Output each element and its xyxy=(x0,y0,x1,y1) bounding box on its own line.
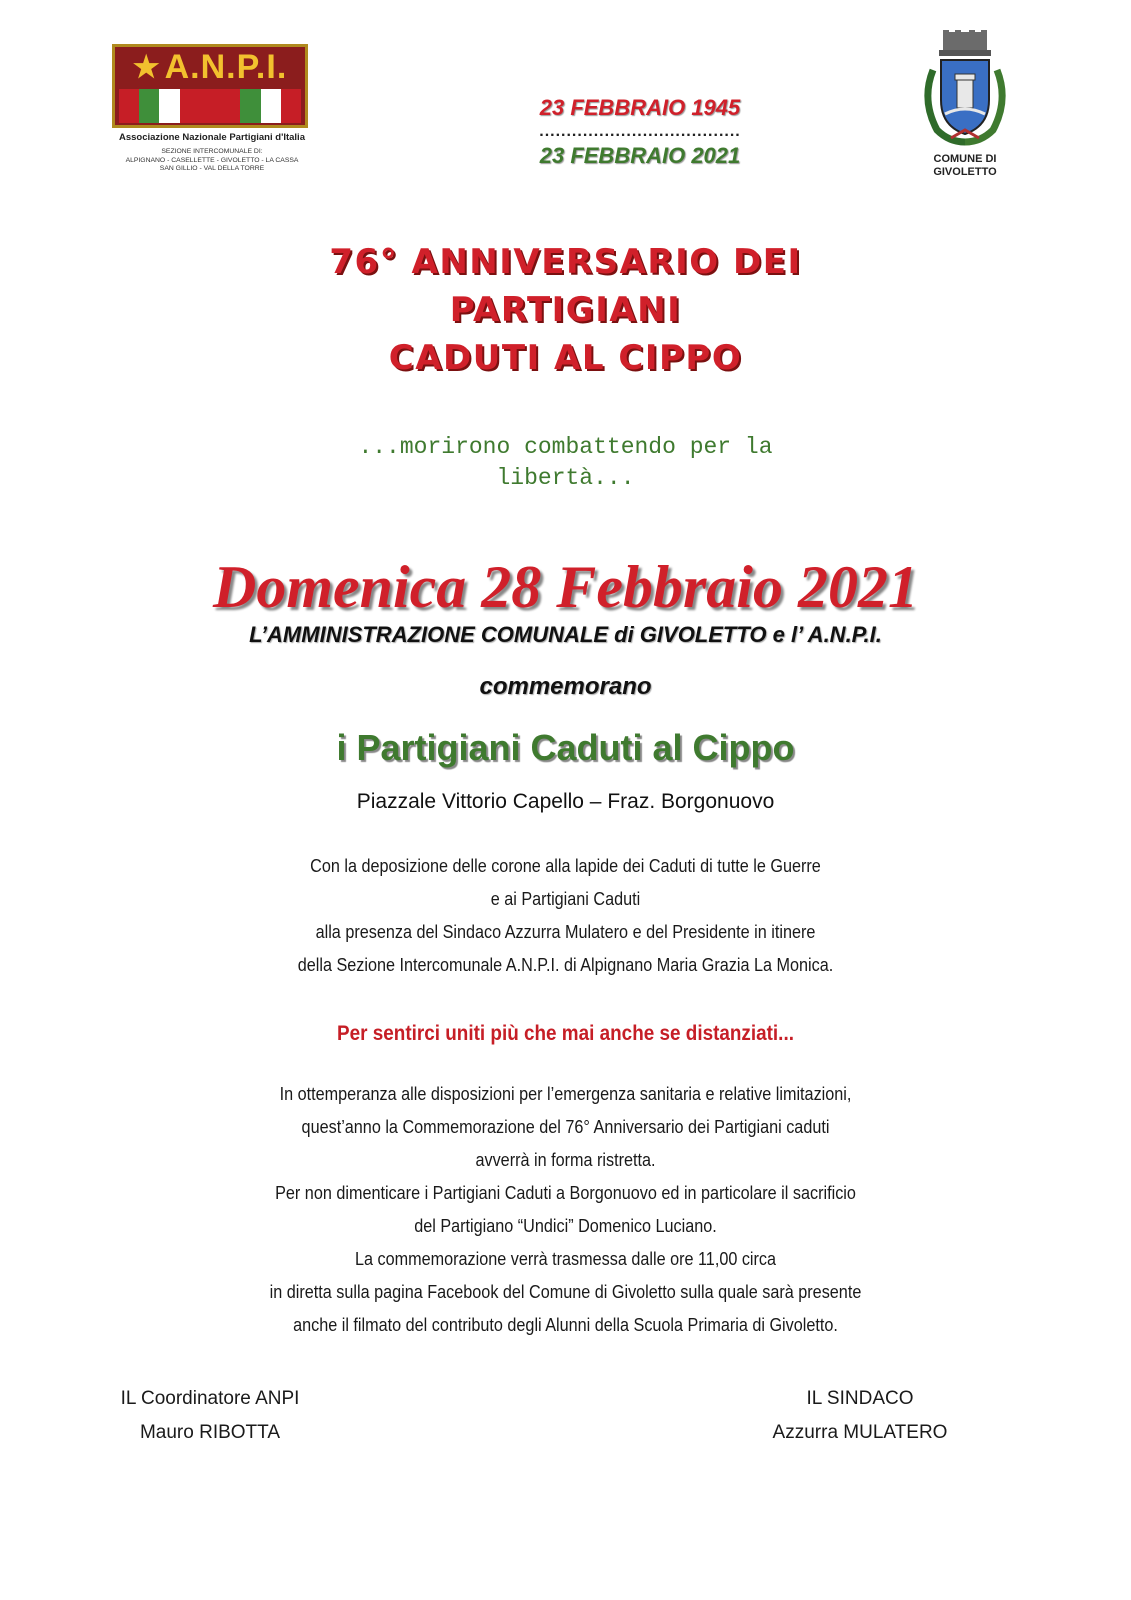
comune-label: COMUNE DI GIVOLETTO xyxy=(933,153,997,178)
event-date: Domenica 28 Febbraio 2021 xyxy=(213,554,918,620)
anpi-emblem-text: A.N.P.I. xyxy=(164,47,288,86)
title-line-1: 76° ANNIVERSARIO DEI xyxy=(329,242,802,282)
anpi-association-name: Associazione Nazionale Partigiani d'Italia xyxy=(119,132,305,143)
signature-role: IL Coordinatore ANPI xyxy=(120,1388,300,1409)
signature-name: Azzurra MULATERO xyxy=(772,1422,948,1443)
body2-line: in diretta sulla pagina Facebook del Comune di Givoletto sulla quale sarà presente xyxy=(269,1282,862,1302)
body1-line: e ai Partigiani Caduti xyxy=(490,889,641,909)
body2-line: In ottemperanza alle disposizioni per l’emergenza sanitaria e relative limitazioni, xyxy=(279,1084,852,1104)
quote xyxy=(0,432,1131,494)
quote-line-2: libertà... xyxy=(496,465,635,491)
body1-line: alla presenza del Sindaco Azzurra Mulatero e del Presidente in itinere xyxy=(315,922,816,942)
body2-line: del Partigiano “Undici” Domenico Luciano. xyxy=(414,1216,717,1236)
body2-line: anche il filmato del contributo degli Alunni della Scuola Primaria di Givoletto. xyxy=(293,1315,838,1335)
date-1945: 23 FEBBRAIO 1945 xyxy=(539,95,741,120)
body2-line: avverrà in forma ristretta. xyxy=(475,1150,656,1170)
event-organizers: L’AMMINISTRAZIONE COMUNALE di GIVOLETTO e l’ A.N.P.I. xyxy=(249,622,882,647)
anpi-emblem xyxy=(112,44,308,128)
anpi-emblem-title xyxy=(115,49,305,85)
body2-line: Per non dimenticare i Partigiani Caduti a Borgonuovo ed in particolare il sacrificio xyxy=(275,1183,856,1203)
body1-line: della Sezione Intercomunale A.N.P.I. di Alpignano Maria Grazia La Monica. xyxy=(297,955,834,975)
dotted-separator: ..................................... xyxy=(539,123,741,140)
signature-sindaco xyxy=(760,1382,960,1450)
comune-crest xyxy=(915,30,1015,179)
slogan: Per sentirci uniti più che mai anche se distanziati... xyxy=(337,1022,794,1045)
title-line-2: PARTIGIANI xyxy=(449,290,682,330)
signature-anpi xyxy=(110,1382,310,1450)
covid-notice xyxy=(57,1078,1075,1342)
quote-line-1: ...morirono combattendo per la xyxy=(358,434,773,460)
ceremony-description xyxy=(57,850,1075,982)
signature-name: Mauro RIBOTTA xyxy=(139,1422,281,1443)
anpi-section-name: SEZIONE INTERCOMUNALE DI: ALPIGNANO - CASELLETTE - GIVOLETTO - LA CASSA SAN GILLIO - VAL DELLA TORRE xyxy=(125,148,299,172)
signature-role: IL SINDACO xyxy=(806,1388,914,1409)
event-subject: i Partigiani Caduti al Cippo xyxy=(336,727,795,768)
body1-line: Con la deposizione delle corone alla lapide dei Caduti di tutte le Guerre xyxy=(310,856,821,876)
header-dates xyxy=(480,95,800,169)
coat-of-arms-icon xyxy=(915,30,1015,148)
title-line-3: CADUTI AL CIPPO xyxy=(388,338,743,378)
star-icon: ★ xyxy=(132,50,161,84)
body2-line: La commemorazione verrà trasmessa dalle ore 11,00 circa xyxy=(354,1249,777,1269)
event-location: Piazzale Vittorio Capello – Fraz. Borgonuovo xyxy=(356,790,775,813)
event-verb: commemorano xyxy=(479,673,652,700)
date-2021: 23 FEBBRAIO 2021 xyxy=(539,143,741,168)
flag-strip xyxy=(119,89,301,123)
body2-line: quest’anno la Commemorazione del 76° Anniversario dei Partigiani caduti xyxy=(301,1117,830,1137)
page-title xyxy=(0,238,1131,382)
